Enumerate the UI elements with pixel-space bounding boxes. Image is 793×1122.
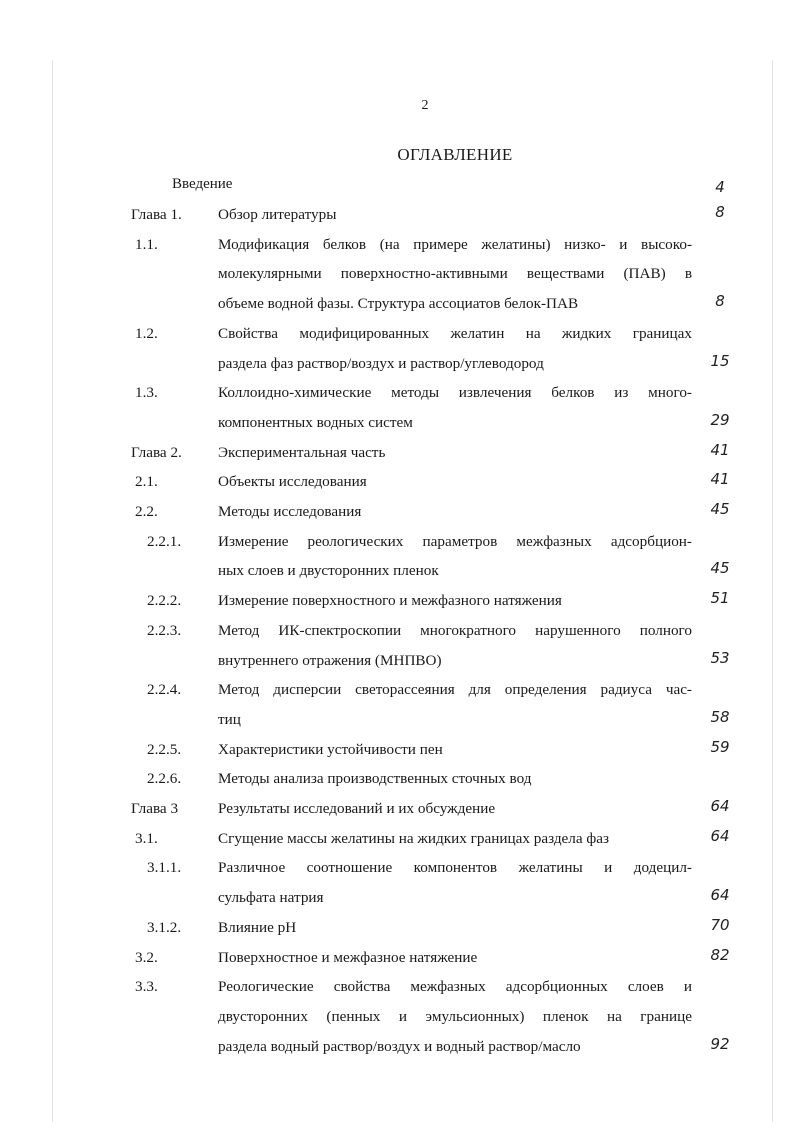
toc-entry-title-line: Модификация белков (на примере желатины) низко- и высоко- — [218, 235, 692, 253]
toc-entry-number: 3.3. — [135, 978, 158, 996]
toc-entry-number: 2.2.4. — [147, 681, 182, 699]
toc-entry-page: 53 — [710, 648, 730, 667]
scan-edge-left — [52, 60, 53, 1122]
toc-entry-number: 1.3. — [135, 384, 158, 402]
toc-entry-title-line: Методы анализа производственных сточных вод — [218, 770, 532, 788]
toc-entry-title-line: раздела водный раствор/воздух и водный раствор/масло — [218, 1037, 581, 1055]
toc-entry-title-line: Обзор литературы — [218, 206, 337, 223]
toc-entry-number: Глава 3 — [131, 800, 179, 817]
toc-entry-title-line: Результаты исследований и их обсуждение — [218, 800, 496, 817]
toc-entry-title-line: Объекты исследования — [218, 473, 367, 491]
toc-entry-number: 2.2.3. — [147, 621, 182, 639]
toc-entry-page: 8 — [715, 292, 725, 311]
toc-entry-number: Глава 1. — [131, 206, 182, 223]
toc-entry-title-line: раздела фаз раствор/воздух и раствор/углеводород — [218, 354, 544, 372]
toc-entry-title-line: Свойства модифицированных желатин на жидких границах — [218, 324, 692, 342]
toc-entry-title-line: Реологические свойства межфазных адсорбционных слоев и — [218, 978, 692, 996]
toc-entry-number: 1.1. — [135, 235, 158, 253]
toc-entry-number: 2.2.1. — [147, 532, 182, 550]
toc-title: ОГЛАВЛЕНИЕ — [397, 145, 513, 164]
toc-entry-number: 3.2. — [135, 948, 158, 966]
toc-entry-title-line: двусторонних (пенных и эмульсионных) пленок на границе — [218, 1007, 692, 1025]
toc-entry-page: 82 — [710, 945, 730, 964]
toc-entry-number: 2.2.2. — [147, 592, 182, 610]
toc-entry-title-line: Поверхностное и межфазное натяжение — [218, 948, 478, 966]
toc-entry-title-line: Характеристики устойчивости пен — [218, 740, 443, 758]
toc-entry-page: 58 — [710, 707, 730, 726]
toc-entry-page: 41 — [710, 470, 730, 489]
toc-entry-title-line: Экспериментальная часть — [218, 443, 386, 461]
toc-intro-label: Введение — [172, 176, 233, 192]
toc-entry-title-line: тиц — [218, 710, 241, 728]
toc-entry-number: 2.2.6. — [147, 770, 182, 788]
toc-entry-number: 3.1.2. — [147, 918, 182, 936]
toc-entry-page: 45 — [710, 559, 730, 578]
toc-entry-page: 45 — [710, 500, 730, 518]
toc-entry-title-line: Измерение поверхностного и межфазного натяжения — [218, 592, 562, 610]
toc-entry-title-line: Влияние pH — [218, 918, 297, 936]
toc-entry-page: 92 — [710, 1034, 730, 1053]
toc-entry-page: 59 — [710, 737, 730, 756]
toc-entry-title-line: сульфата натрия — [218, 889, 324, 907]
toc-entry-page: 29 — [710, 410, 730, 429]
toc-entry-number: 3.1.1. — [147, 859, 182, 877]
toc-entry-page: 64 — [710, 826, 730, 845]
toc-entry-title-line: Измерение реологических параметров межфазных адсорбцион- — [218, 532, 692, 550]
toc-entry-title-line: Метод ИК-спектроскопии многократного нарушенного полного — [218, 621, 692, 639]
toc-entry-page: 15 — [710, 351, 730, 370]
toc-entry-title-line: Метод дисперсии светорассеяния для определения радиуса час- — [218, 681, 692, 699]
toc-entry-page: 8 — [715, 203, 725, 221]
toc-entry-number: 2.2. — [135, 503, 158, 520]
toc-entry-number: 3.1. — [135, 829, 158, 847]
toc-intro-page: 4 — [715, 178, 725, 196]
toc-entry-page: 64 — [710, 886, 730, 905]
toc-entry-title-line: компонентных водных систем — [218, 413, 413, 431]
scan-edge-right — [772, 60, 773, 1122]
page-number: 2 — [421, 98, 429, 113]
toc-entry-number: 2.2.5. — [147, 740, 182, 758]
toc-entry-title-line: внутреннего отражения (МНПВО) — [218, 651, 442, 669]
toc-entry-title-line: Методы исследования — [218, 503, 362, 520]
toc-entry-number: 2.1. — [135, 473, 158, 491]
toc-entry-title-line: ных слоев и двусторонних пленок — [218, 562, 439, 580]
toc-entry-title-line: объеме водной фазы. Структура ассоциатов белок-ПАВ — [218, 295, 579, 313]
toc-entry-title-line: Коллоидно-химические методы извлечения белков из много- — [218, 384, 692, 402]
toc-entry-page: 70 — [710, 915, 730, 934]
toc-entry-number: Глава 2. — [131, 443, 182, 461]
toc-entry-number: 1.2. — [135, 324, 158, 342]
toc-entry-title-line: Различное соотношение компонентов желатины и додецил- — [218, 859, 692, 877]
toc-entry-title-line: молекулярными поверхностно-активными веществами (ПАВ) в — [218, 265, 692, 283]
toc-entry-title-line: Сгущение массы желатины на жидких границах раздела фаз — [218, 829, 609, 847]
toc-entry-page: 64 — [710, 797, 730, 815]
toc-entry-page: 41 — [710, 440, 730, 459]
toc-entry-page: 51 — [710, 589, 730, 608]
